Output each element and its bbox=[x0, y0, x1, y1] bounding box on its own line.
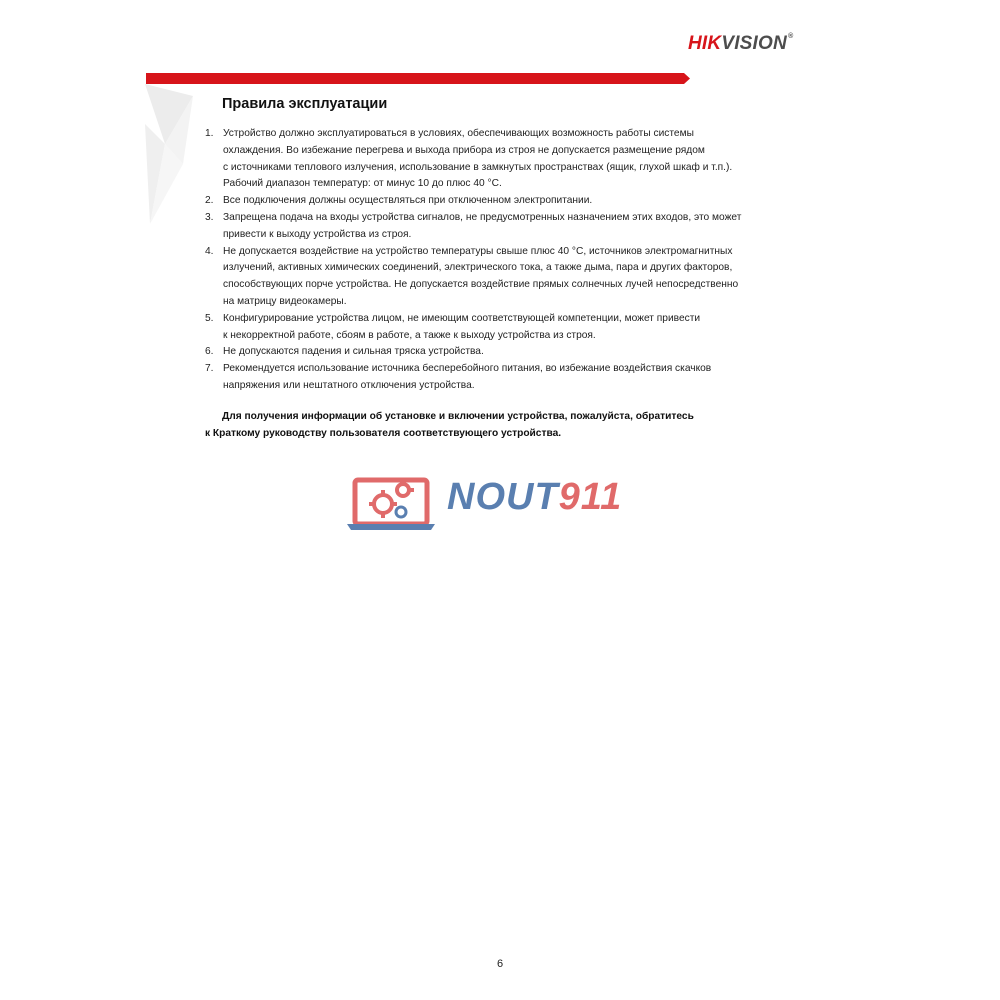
rule-line: Не допускаются падения и сильная тряска устройства. bbox=[223, 346, 484, 358]
installation-note bbox=[205, 409, 765, 443]
rule-item bbox=[205, 126, 785, 193]
page-number: 6 bbox=[496, 958, 504, 970]
note-line: Для получения информации об установке и включении устройства, пожалуйста, обратитесь bbox=[222, 411, 694, 422]
rule-line: с источниками теплового излучения, использование в замкнутых пространствах (ящик, глухой шкаф и т.п.). bbox=[223, 161, 733, 173]
rule-line: Не допускается воздействие на устройство температуры свыше плюс 40 °С, источников электромагнитных bbox=[223, 245, 733, 257]
rule-number: 1. bbox=[205, 128, 214, 139]
rule-item bbox=[205, 311, 785, 345]
nout911-watermark bbox=[347, 466, 667, 538]
rule-number: 3. bbox=[205, 211, 214, 223]
rule-line: Рекомендуется использование источника бесперебойного питания, во избежание воздействия скачков bbox=[223, 363, 712, 375]
rule-number: 7. bbox=[205, 363, 214, 375]
logo-hik-part: HIK bbox=[688, 33, 722, 54]
rule-line: привести к выходу устройства из строя. bbox=[223, 228, 412, 240]
rule-item bbox=[205, 193, 785, 210]
header-red-bar bbox=[146, 73, 690, 84]
rule-item bbox=[205, 361, 785, 395]
note-line: к Краткому руководству пользователя соответствующего устройства. bbox=[205, 427, 562, 439]
rule-line: Рабочий диапазон температур: от минус 10 до плюс 40 °С. bbox=[223, 178, 502, 190]
rule-line: на матрицу видеокамеры. bbox=[223, 295, 347, 307]
watermark-911: 911 bbox=[558, 476, 623, 518]
watermark-text bbox=[447, 476, 622, 519]
rules-list bbox=[205, 126, 785, 395]
rule-item bbox=[205, 210, 785, 244]
hikvision-logo bbox=[688, 33, 793, 55]
rule-number: 2. bbox=[205, 195, 214, 207]
rule-line: к некорректной работе, сбоям в работе, а также к выходу устройства из строя. bbox=[223, 329, 596, 341]
rule-line: Запрещена подача на входы устройства сигналов, не предусмотренных назначением этих входов, это может bbox=[223, 211, 742, 223]
rule-line: Конфигурирование устройства лицом, не имеющим соответствующей компетенции, может привести bbox=[223, 312, 701, 324]
rule-item bbox=[205, 244, 785, 311]
rule-number: 4. bbox=[205, 245, 214, 257]
section-title: Правила эксплуатации bbox=[222, 96, 388, 112]
logo-registered-mark: ® bbox=[787, 33, 794, 40]
rule-line: охлаждения. Во избежание перегрева и выхода прибора из строя не допускается размещение рядом bbox=[223, 144, 705, 156]
rule-number: 6. bbox=[205, 346, 214, 358]
rule-line: напряжения или нештатного отключения устройства. bbox=[223, 379, 475, 391]
logo-vision-part: VISION bbox=[721, 33, 787, 54]
decorative-shapes bbox=[145, 84, 205, 224]
rule-number: 5. bbox=[205, 312, 214, 324]
rule-line: излучений, активных химических соединений, электрического тока, а также дыма, пара и других факторов, bbox=[223, 262, 733, 274]
rule-item bbox=[205, 344, 785, 361]
laptop-gears-icon bbox=[347, 466, 439, 538]
rule-line: Устройство должно эксплуатироваться в условиях, обеспечивающих возможность работы системы bbox=[223, 128, 694, 139]
rule-line: Все подключения должны осуществляться при отключенном электропитании. bbox=[223, 195, 593, 207]
rule-line: способствующих порче устройства. Не допускается воздействие прямых солнечных лучей непосредственно bbox=[223, 279, 739, 291]
watermark-nout: NOUT bbox=[447, 476, 559, 518]
